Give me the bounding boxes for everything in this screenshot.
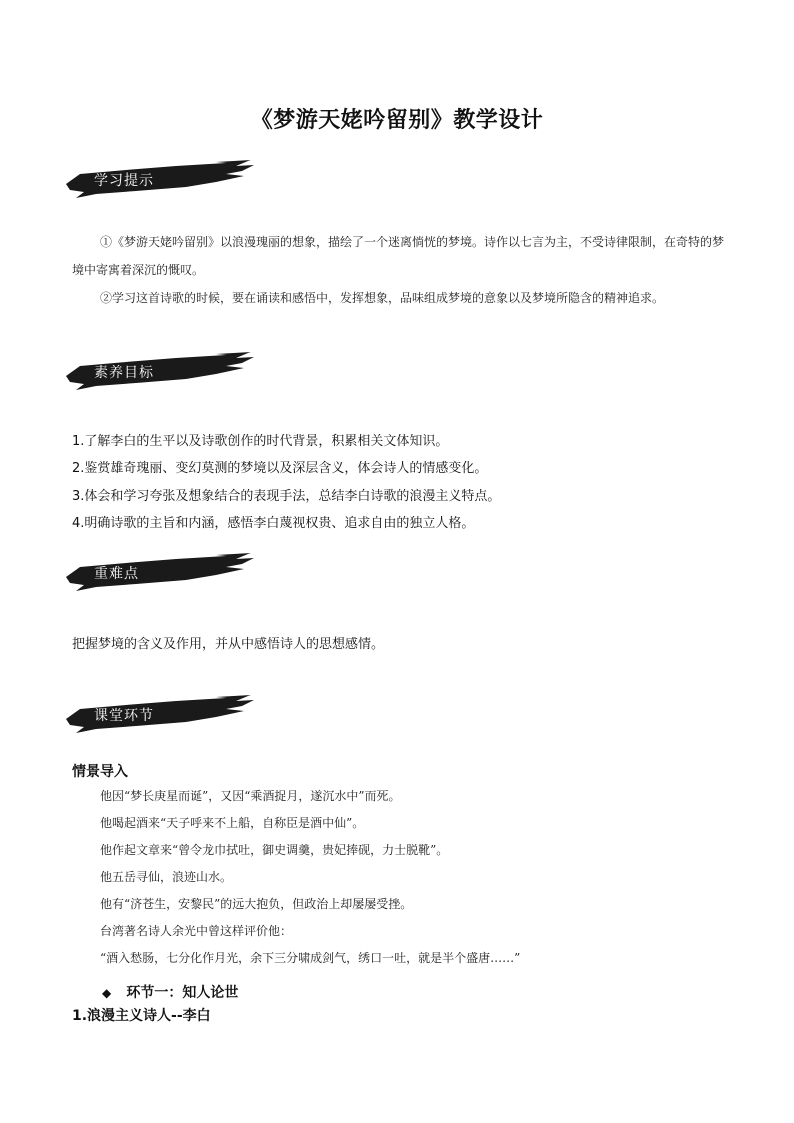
section-header-tips	[66, 160, 266, 200]
intro-line: 他喝起酒来“天子呼来不上船，自称臣是酒中仙”。	[100, 816, 365, 830]
document-title: 《梦游天姥吟留别》教学设计	[250, 108, 544, 133]
goal-item: 1.了解李白的生平以及诗歌创作的时代背景，积累相关文体知识。	[72, 434, 449, 449]
section-header-key	[66, 553, 266, 593]
goal-item: 2.鉴赏雄奇瑰丽、变幻莫测的梦境以及深层含义，体会诗人的情感变化。	[72, 461, 488, 476]
tips-paragraph-1: ①《梦游天姥吟留别》以浪漫瑰丽的想象，描绘了一个迷离惝恍的梦境。诗作以七言为主，不受诗律限制，在奇特的梦境中寄寓着深沉的慨叹。	[72, 235, 725, 277]
intro-line: 他作起文章来“曾令龙巾拭吐，御史调羹，贵妃捧砚，力士脱靴”。	[100, 843, 449, 857]
goal-item: 3.体会和学习夸张及想象结合的表现手法，总结李白诗歌的浪漫主义特点。	[72, 489, 501, 504]
intro-line: 他五岳寻仙，浪迹山水。	[100, 870, 233, 884]
section-label: 课堂环节	[94, 708, 154, 724]
segment-title: 环节一：知人论世	[126, 985, 239, 1001]
section-label: 素养目标	[94, 365, 154, 381]
section-label: 学习提示	[94, 173, 154, 189]
diamond-icon: ◆	[102, 986, 112, 1000]
sub-heading: 1.浪漫主义诗人--李白	[72, 1008, 211, 1024]
intro-heading: 情景导入	[72, 764, 128, 780]
tips-paragraph-2: ②学习这首诗歌的时候，要在诵读和感悟中，发挥想象，品味组成梦境的意象以及梦境所隐含的精神追求。	[100, 291, 665, 305]
intro-line: 他有“济苍生，安黎民”的远大抱负，但政治上却屡屡受挫。	[100, 897, 413, 911]
section-header-class	[66, 695, 266, 735]
intro-quote: “酒入愁肠，七分化作月光，余下三分啸成剑气，绣口一吐，就是半个盛唐……”	[100, 951, 521, 965]
intro-line: 台湾著名诗人余光中曾这样评价他：	[100, 924, 293, 938]
goal-item: 4.明确诗歌的主旨和内涵，感悟李白蔑视权贵、追求自由的独立人格。	[72, 516, 475, 531]
section-label: 重难点	[94, 566, 139, 582]
segment-heading	[102, 982, 238, 1002]
intro-line: 他因“梦长庚星而诞”，又因“乘酒捉月，遂沉水中”而死。	[100, 789, 401, 803]
key-points-text: 把握梦境的含义及作用，并从中感悟诗人的思想感情。	[72, 637, 385, 652]
section-header-goals	[66, 352, 266, 392]
